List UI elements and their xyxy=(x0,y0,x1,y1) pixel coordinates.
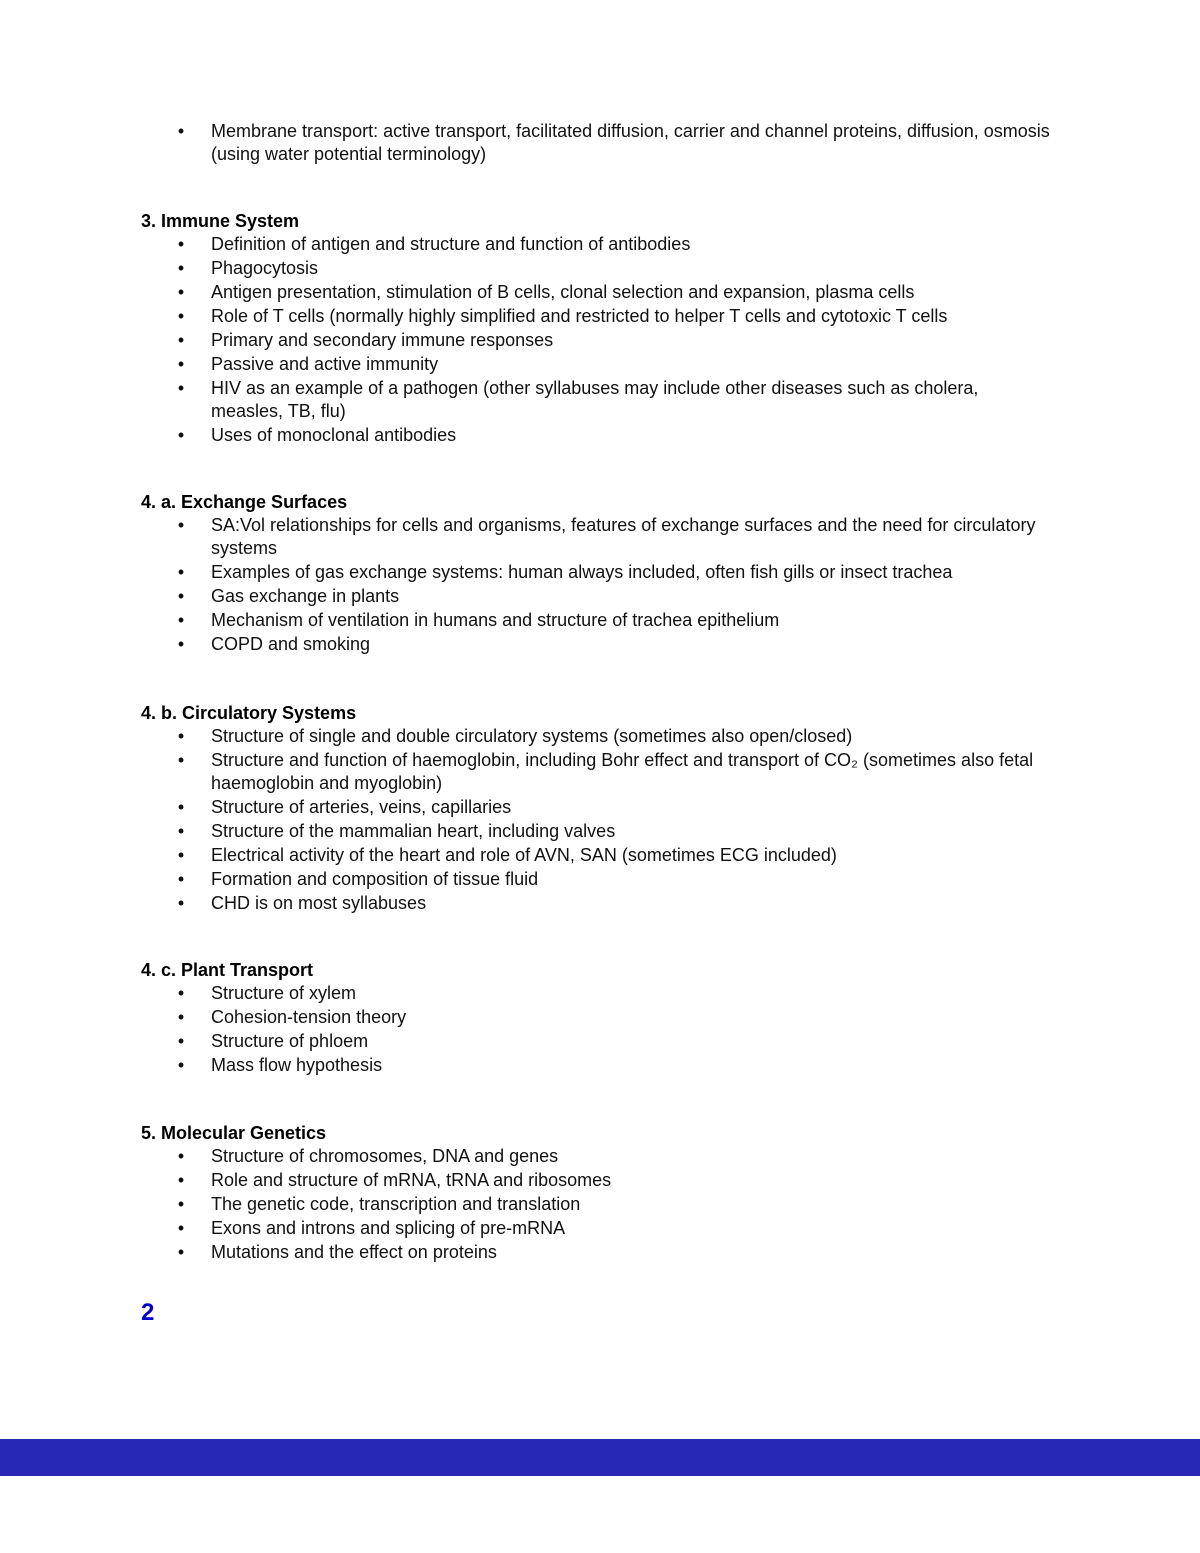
list-item xyxy=(141,377,1101,423)
list-item xyxy=(141,820,1101,843)
section-immune-system xyxy=(141,209,1101,448)
list-item xyxy=(141,1217,1101,1240)
list-item xyxy=(141,1241,1101,1264)
bullet-icon: • xyxy=(177,1170,185,1190)
list-item-text: Antigen presentation, stimulation of B cells, clonal selection and expansion, plasma cells xyxy=(211,282,915,302)
bullet-icon: • xyxy=(177,1055,185,1075)
list-item-text: Mutations and the effect on proteins xyxy=(211,1242,497,1262)
list-item-text: Mass flow hypothesis xyxy=(211,1055,383,1075)
list-item xyxy=(141,609,1101,632)
section-list xyxy=(141,514,1101,656)
bullet-icon: • xyxy=(177,330,185,350)
list-item xyxy=(141,633,1101,656)
list-item-text: HIV as an example of a pathogen (other syllabuses may include other diseases such as cholera, measles, TB, flu) xyxy=(211,378,979,421)
bullet-icon: • xyxy=(177,1031,185,1051)
section-list xyxy=(141,725,1101,915)
bullet-icon: • xyxy=(177,797,185,817)
bullet-icon: • xyxy=(177,610,185,630)
list-item xyxy=(141,725,1101,748)
bullet-icon: • xyxy=(177,634,185,654)
list-item xyxy=(141,305,1101,328)
list-item xyxy=(141,868,1101,891)
list-item xyxy=(141,1193,1101,1216)
list-item-text: Examples of gas exchange systems: human always included, often fish gills or insect trachea xyxy=(211,562,953,582)
list-item xyxy=(141,982,1101,1005)
bullet-icon: • xyxy=(177,869,185,889)
list-item xyxy=(141,1145,1101,1168)
section-heading: 5. Molecular Genetics xyxy=(141,1123,327,1143)
bullet-icon: • xyxy=(177,1146,185,1166)
list-item xyxy=(141,1054,1101,1077)
bullet-icon: • xyxy=(177,845,185,865)
list-item-text: Role and structure of mRNA, tRNA and ribosomes xyxy=(211,1170,612,1190)
list-item-text: Electrical activity of the heart and role of AVN, SAN (sometimes ECG included) xyxy=(211,845,837,865)
list-item xyxy=(141,844,1101,867)
section-list xyxy=(141,233,1101,447)
list-item xyxy=(141,233,1101,256)
list-item xyxy=(141,424,1101,447)
section-circulatory-systems xyxy=(141,701,1101,916)
bullet-icon: • xyxy=(177,515,185,535)
bullet-icon: • xyxy=(177,1194,185,1214)
list-item xyxy=(141,329,1101,352)
bullet-icon: • xyxy=(177,258,185,278)
list-item-text: Gas exchange in plants xyxy=(211,586,400,606)
section-list xyxy=(141,1145,1101,1264)
bullet-icon: • xyxy=(177,306,185,326)
bullet-icon: • xyxy=(177,983,185,1003)
bullet-icon: • xyxy=(177,586,185,606)
list-item xyxy=(141,120,1101,166)
section-heading: 4. b. Circulatory Systems xyxy=(141,703,357,723)
bullet-icon: • xyxy=(177,562,185,582)
bullet-icon: • xyxy=(177,821,185,841)
list-item-text: CHD is on most syllabuses xyxy=(211,893,427,913)
list-item-text: Structure of the mammalian heart, including valves xyxy=(211,821,616,841)
section-exchange-surfaces xyxy=(141,490,1101,657)
bullet-icon: • xyxy=(177,1242,185,1262)
list-item-text: Exons and introns and splicing of pre-mRNA xyxy=(211,1218,566,1238)
list-item xyxy=(141,585,1101,608)
list-item-text: Structure of chromosomes, DNA and genes xyxy=(211,1146,559,1166)
list-item-text: Structure of phloem xyxy=(211,1031,369,1051)
bullet-icon: • xyxy=(177,354,185,374)
bullet-icon: • xyxy=(177,893,185,913)
list-item xyxy=(141,1006,1101,1029)
section-list xyxy=(141,982,1101,1077)
list-item-text: The genetic code, transcription and translation xyxy=(211,1194,581,1214)
list-item-text: Formation and composition of tissue fluid xyxy=(211,869,539,889)
list-item-text: COPD and smoking xyxy=(211,634,371,654)
bullet-icon: • xyxy=(177,1007,185,1027)
intro-block xyxy=(141,120,1101,167)
list-item-text: Phagocytosis xyxy=(211,258,319,278)
list-item-text: Uses of monoclonal antibodies xyxy=(211,425,457,445)
bullet-icon: • xyxy=(177,234,185,254)
list-item xyxy=(141,281,1101,304)
section-plant-transport xyxy=(141,958,1101,1078)
list-item-text: Structure of single and double circulatory systems (sometimes also open/closed) xyxy=(211,726,853,746)
section-heading: 4. a. Exchange Surfaces xyxy=(141,492,348,512)
list-item xyxy=(141,561,1101,584)
section-heading: 3. Immune System xyxy=(141,211,300,231)
page-number: 2 xyxy=(141,1299,155,1326)
list-item-text: Role of T cells (normally highly simplified and restricted to helper T cells and cytotoxic T cells xyxy=(211,306,948,326)
list-item-text: Passive and active immunity xyxy=(211,354,439,374)
list-item xyxy=(141,514,1101,560)
section-heading: 4. c. Plant Transport xyxy=(141,960,314,980)
list-item xyxy=(141,749,1101,795)
list-item-text: Mechanism of ventilation in humans and structure of trachea epithelium xyxy=(211,610,780,630)
section-molecular-genetics xyxy=(141,1121,1101,1265)
list-item-text: Membrane transport: active transport, facilitated diffusion, carrier and channel proteins, diffusion, osmosis (using water potential terminology) xyxy=(211,121,1050,164)
list-item xyxy=(141,1169,1101,1192)
bullet-icon: • xyxy=(177,282,185,302)
list-item-text: Structure of xylem xyxy=(211,983,357,1003)
list-item xyxy=(141,796,1101,819)
list-item xyxy=(141,892,1101,915)
list-item-text: Cohesion-tension theory xyxy=(211,1007,407,1027)
bullet-icon: • xyxy=(177,726,185,746)
intro-list xyxy=(141,120,1101,166)
bullet-icon: • xyxy=(177,750,185,770)
list-item xyxy=(141,353,1101,376)
bullet-icon: • xyxy=(177,1218,185,1238)
bullet-icon: • xyxy=(177,378,185,398)
list-item-text: Structure and function of haemoglobin, including Bohr effect and transport of CO₂ (sometimes also fetal haemoglobin and myoglobin) xyxy=(211,750,1034,793)
list-item xyxy=(141,1030,1101,1053)
list-item-text: Definition of antigen and structure and function of antibodies xyxy=(211,234,691,254)
list-item-text: SA:Vol relationships for cells and organisms, features of exchange surfaces and the need for circulatory systems xyxy=(211,515,1036,558)
list-item xyxy=(141,257,1101,280)
list-item-text: Primary and secondary immune responses xyxy=(211,330,554,350)
bullet-icon: • xyxy=(177,121,185,141)
footer-bar xyxy=(0,1439,1200,1476)
bullet-icon: • xyxy=(177,425,185,445)
list-item-text: Structure of arteries, veins, capillaries xyxy=(211,797,512,817)
